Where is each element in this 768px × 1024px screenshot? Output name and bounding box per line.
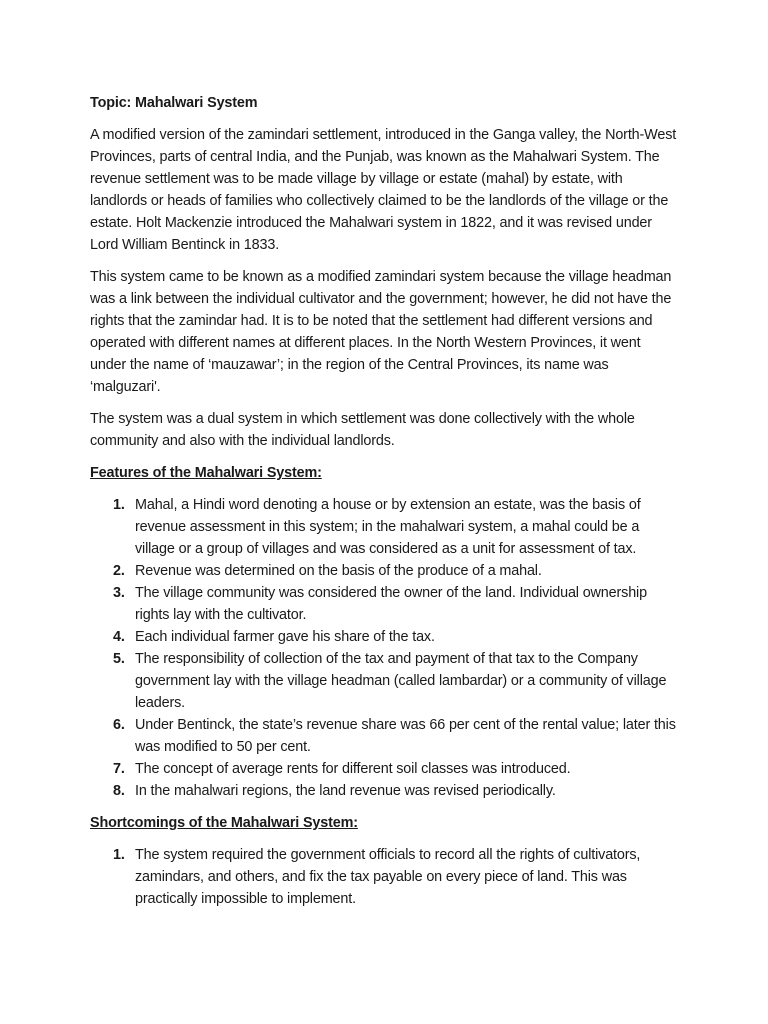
list-item [90, 758, 680, 780]
list-item-text: The concept of average rents for different soil classes was introduced. [135, 761, 571, 777]
dual-system-paragraph: The system was a dual system in which settlement was done collectively with the whole community and also with the individual landlords. [90, 411, 635, 449]
modified-zamindari-paragraph: This system came to be known as a modified zamindari system because the village headman was a link between the individual cultivator and the government; however, he did not have the rights that the zamindar had. It is to be noted that the settlement had different versions and operated with different names at different places. In the North Western Provinces, it went under the name of ‘mauzawar’; in the region of the Central Provinces, its name was ‘malguzari'. [90, 269, 672, 395]
list-item [90, 560, 680, 582]
intro-paragraph: A modified version of the zamindari settlement, introduced in the Ganga valley, the North-West Provinces, parts of central India, and the Punjab, was known as the Mahalwari System. The revenue settlement was to be made village by village or estate (mahal) by estate, with landlords or heads of families who collectively claimed to be the landlords of the village or the estate. Holt Mackenzie introduced the Mahalwari system in 1822, and it was revised under Lord William Bentinck in 1833. [90, 127, 677, 253]
list-number: 6. [113, 717, 125, 733]
list-number: 5. [113, 651, 125, 667]
list-item-text: Mahal, a Hindi word denoting a house or by extension an estate, was the basis of revenue assessment in this system; in the mahalwari system, a mahal could be a village or a group of villages and was considered as a unit for assessment of tax. [135, 497, 641, 557]
shortcomings-heading: Shortcomings of the Mahalwari System: [90, 815, 358, 831]
list-item-text: Under Bentinck, the state’s revenue share was 66 per cent of the rental value; later this was modified to 50 per cent. [135, 717, 676, 755]
list-item-text: The village community was considered the owner of the land. Individual ownership rights lay with the cultivator. [135, 585, 647, 623]
list-item [90, 582, 680, 626]
list-item [90, 714, 680, 758]
list-item-text: Each individual farmer gave his share of the tax. [135, 629, 435, 645]
list-number: 4. [113, 629, 125, 645]
list-item [90, 844, 680, 910]
document-page [90, 92, 680, 920]
features-list [90, 494, 680, 802]
list-number: 1. [113, 497, 125, 513]
features-heading: Features of the Mahalwari System: [90, 465, 322, 481]
document-topic: Topic: Mahalwari System [90, 95, 258, 111]
shortcomings-list [90, 844, 680, 910]
list-item-text: In the mahalwari regions, the land revenue was revised periodically. [135, 783, 556, 799]
list-number: 7. [113, 761, 125, 777]
list-item-text: The system required the government officials to record all the rights of cultivators, zamindars, and others, and fix the tax payable on every piece of land. This was practically impossible to implement. [135, 847, 641, 907]
list-item-text: Revenue was determined on the basis of the produce of a mahal. [135, 563, 542, 579]
list-item-text: The responsibility of collection of the tax and payment of that tax to the Company government lay with the village headman (called lambardar) or a community of village leaders. [135, 651, 667, 711]
list-item [90, 780, 680, 802]
list-number: 3. [113, 585, 125, 601]
list-item [90, 626, 680, 648]
list-item [90, 494, 680, 560]
list-number: 2. [113, 563, 125, 579]
list-item [90, 648, 680, 714]
list-number: 8. [113, 783, 125, 799]
list-number: 1. [113, 847, 125, 863]
